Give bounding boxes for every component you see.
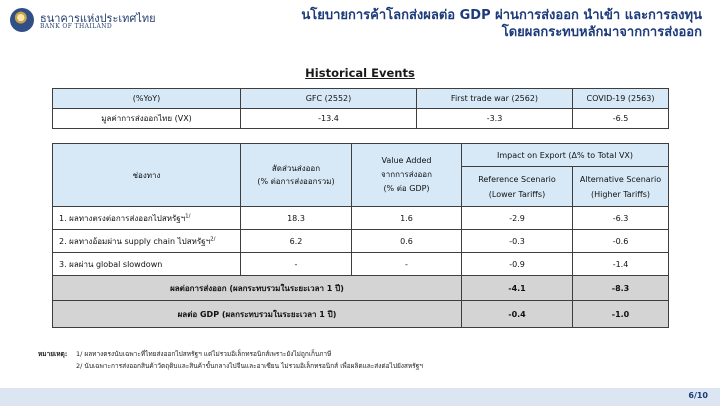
row-alternative: -0.6 xyxy=(573,230,669,253)
total-gdp-reference: -0.4 xyxy=(462,301,573,328)
row-label-text: 1. ผลทางตรงต่อการส่งออกไปสหรัฐฯ xyxy=(59,213,186,223)
total-gdp-alternative: -1.0 xyxy=(573,301,669,328)
row-reference: -0.9 xyxy=(462,253,573,276)
row-export-share: - xyxy=(241,253,352,276)
row-footnote-marker: 2/ xyxy=(210,235,216,242)
slide-title-line2: โดยผลกระทบหลักมาจากการส่งออก xyxy=(501,25,702,40)
footnotes-label: หมายเหตุ: xyxy=(38,350,68,358)
footer-bar xyxy=(0,388,720,406)
row-alternative: -6.3 xyxy=(573,207,669,230)
historical-header-trade-war: First trade war (2562) xyxy=(417,89,573,109)
header-reference-scenario xyxy=(462,167,573,207)
header-channel: ช่องทาง xyxy=(53,144,241,207)
table-row xyxy=(53,207,669,230)
total-export-reference: -4.1 xyxy=(462,276,573,301)
row-label xyxy=(53,230,241,253)
total-gdp-row xyxy=(53,301,669,328)
historical-header-row xyxy=(53,89,669,109)
total-gdp-label: ผลต่อ GDP (ผลกระทบรวมในระยะเวลา 1 ปี) xyxy=(53,301,462,328)
row-reference: -2.9 xyxy=(462,207,573,230)
row-label-text: 2. ผลทางอ้อมผ่าน supply chain ไปสหรัฐฯ xyxy=(59,236,211,246)
footnote-2: 2/ นับเฉพาะการส่งออกสินค้าวัตถุดิบและสินค้าขั้นกลางไปจีนและอาเซียน ไม่รวมอิเล็กทรอนิกส์ เพื่อผลิตและส่งต่อไปยังสหรัฐฯ xyxy=(76,362,423,370)
impact-table xyxy=(52,143,669,328)
header-export-share xyxy=(241,144,352,207)
header-value-added xyxy=(352,144,462,207)
total-export-alternative: -8.3 xyxy=(573,276,669,301)
row-export-share: 18.3 xyxy=(241,207,352,230)
header-reference-line2: (Lower Tariffs) xyxy=(488,189,546,199)
header-alternative-scenario xyxy=(573,167,669,207)
historical-export-row xyxy=(53,109,669,129)
row-label xyxy=(53,207,241,230)
historical-events-heading: Historical Events xyxy=(305,66,415,80)
historical-header-gfc: GFC (2552) xyxy=(241,89,417,109)
row-export-share: 6.2 xyxy=(241,230,352,253)
row-reference: -0.3 xyxy=(462,230,573,253)
row-value-added: - xyxy=(352,253,462,276)
row-value-added: 1.6 xyxy=(352,207,462,230)
header-export-share-line2: (% ต่อการส่งออกรวม) xyxy=(257,177,335,186)
impact-header-row xyxy=(53,144,669,167)
header-value-added-line1: Value Added xyxy=(381,156,432,165)
total-export-row xyxy=(53,276,669,301)
historical-events-table xyxy=(52,88,669,129)
historical-value-trade-war: -3.3 xyxy=(417,109,573,129)
row-footnote-marker: 1/ xyxy=(185,212,191,219)
total-export-label: ผลต่อการส่งออก (ผลกระทบรวมในระยะเวลา 1 ปี) xyxy=(53,276,462,301)
row-label xyxy=(53,253,241,276)
row-alternative: -1.4 xyxy=(573,253,669,276)
header-value-added-line2: จากการส่งออก xyxy=(381,170,432,179)
page-number: 6/10 xyxy=(688,391,708,400)
historical-header-yoy: (%YoY) xyxy=(53,89,241,109)
table-row xyxy=(53,253,669,276)
row-value-added: 0.6 xyxy=(352,230,462,253)
historical-header-covid: COVID-19 (2563) xyxy=(573,89,669,109)
logo-name-th: ธนาคารแห่งประเทศไทย xyxy=(40,12,156,25)
historical-value-covid: -6.5 xyxy=(573,109,669,129)
header-export-share-line1: สัดส่วนส่งออก xyxy=(271,164,321,173)
header-alternative-line2: (Higher Tariffs) xyxy=(590,189,651,199)
bot-seal-icon xyxy=(10,8,34,32)
header-impact-on-export: Impact on Export (Δ% to Total VX) xyxy=(462,144,669,167)
table-row xyxy=(53,230,669,253)
footnote-1: 1/ ผลทางตรงนับเฉพาะที่ไทยส่งออกไปสหรัฐฯ แต่ไม่รวมอิเล็กทรอนิกส์เพราะยังไม่ถูกเก็บภาษี xyxy=(76,350,332,358)
header-reference-line1: Reference Scenario xyxy=(478,174,556,184)
historical-row-label: มูลค่าการส่งออกไทย (VX) xyxy=(53,109,241,129)
header-alternative-line1: Alternative Scenario xyxy=(579,174,662,184)
row-label-text: 3. ผลผ่าน global slowdown xyxy=(59,259,163,269)
slide-title xyxy=(301,7,702,41)
logo-name-en: BANK OF THAILAND xyxy=(40,23,113,30)
historical-value-gfc: -13.4 xyxy=(241,109,417,129)
bot-logo xyxy=(10,8,160,34)
slide-title-line1: นโยบายการค้าโลกส่งผลต่อ GDP ผ่านการส่งออก นำเข้า และการลงทุน xyxy=(301,8,702,23)
header-value-added-line3: (% ต่อ GDP) xyxy=(383,184,430,193)
